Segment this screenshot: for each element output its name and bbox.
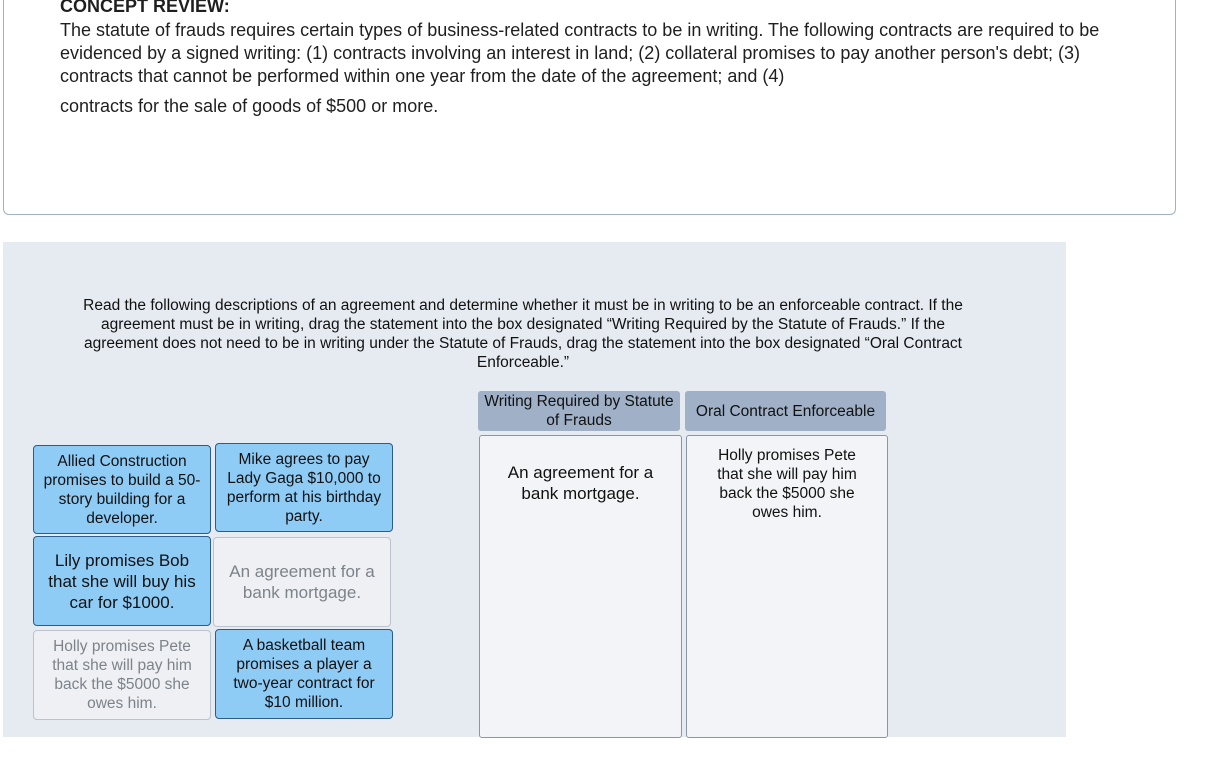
writing-required-drop-zone[interactable] — [479, 435, 682, 738]
placed-statement-holly-pete[interactable]: Holly promises Pete that she will pay him back the $5000 she owes him. — [717, 447, 857, 521]
drag-drop-activity — [3, 242, 1066, 737]
writing-required-zone-header: Writing Required by Statute of Frauds — [478, 391, 680, 431]
oral-contract-zone-header: Oral Contract Enforceable — [685, 391, 886, 431]
drag-card-basketball-contract[interactable]: A basketball team promises a player a two-year contract for $10 million. — [215, 629, 393, 719]
drag-card-holly-pete-placed: Holly promises Pete that she will pay him back the $5000 she owes him. — [33, 630, 211, 720]
concept-review-body: The statute of frauds requires certain types of business-related contracts to be in writing. The following contracts are required to be evidenced by a signed writing: (1) contracts involving an interest in land; (2) collateral promises to pay another person's debt; (3) contracts that cannot be performed within one year from the date of the agreement; and (4) — [60, 20, 1100, 86]
concept-review-text — [60, 0, 1110, 118]
drag-card-bank-mortgage-placed: An agreement for a bank mortgage. — [213, 537, 391, 627]
drag-card-mike-lady-gaga[interactable]: Mike agrees to pay Lady Gaga $10,000 to perform at his birthday party. — [215, 443, 393, 532]
oral-contract-drop-zone[interactable] — [686, 435, 888, 738]
placed-statement-bank-mortgage[interactable]: An agreement for a bank mortgage. — [507, 463, 654, 503]
concept-review-card — [3, 0, 1176, 215]
concept-review-heading: CONCEPT REVIEW: — [60, 0, 230, 16]
drag-card-lily-bob-car[interactable]: Lily promises Bob that she will buy his car for $1000. — [33, 536, 211, 626]
activity-instructions: Read the following descriptions of an agreement and determine whether it must be in writing to be an enforceable contract. If the agreement must be in writing, drag the statement into the box designated “Writing Required by the Statute of Frauds.” If the agreement does not need to be in writing under the Statute of Frauds, drag the statement into the box designated “Oral Contract Enforceable.” — [83, 297, 963, 371]
concept-review-last-line: contracts for the sale of goods of $500 or more. — [60, 96, 439, 116]
drag-card-allied-construction[interactable]: Allied Construction promises to build a 50-story building for a developer. — [33, 445, 211, 534]
